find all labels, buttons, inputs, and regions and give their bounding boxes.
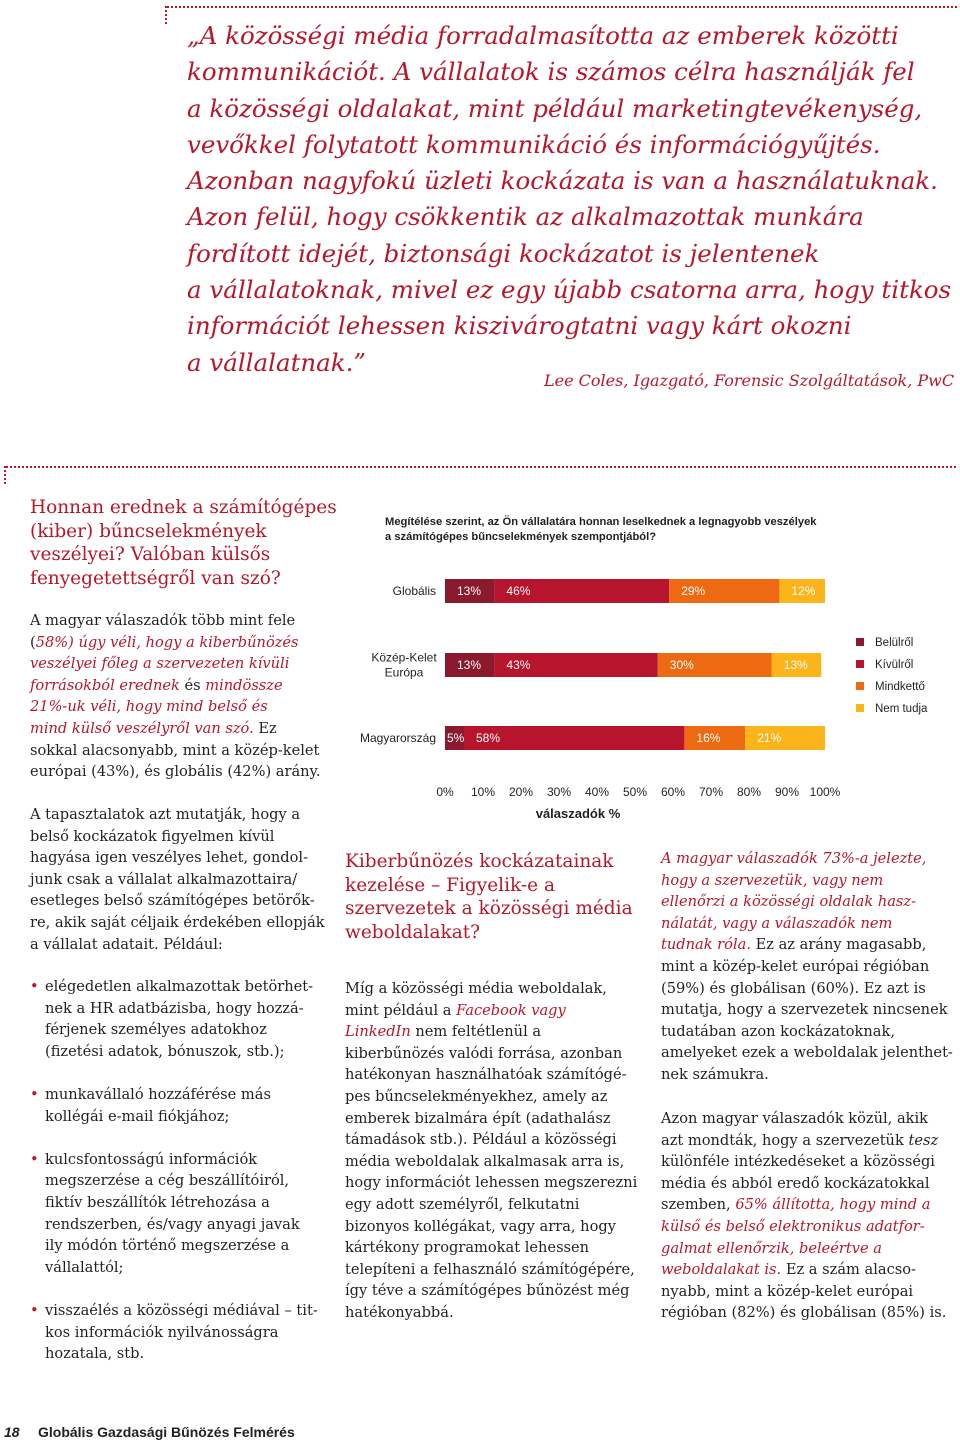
text-line: (59%) és globálisan (60%). Ez azt is [661,979,926,997]
highlight-text: mind külső veszélyről van szó. [30,719,254,737]
heading-line: szervezetek a közösségi média [345,898,633,919]
highlight-text: hogy a szervezetük, vagy nem [661,871,884,889]
data-label: 5% [447,731,465,745]
highlight-text: tudnak róla. [661,936,751,954]
text-line: a vállalat adatait. Például: [30,935,223,953]
text-line: A tapasztalatok azt mutatják, hogy a [30,806,301,823]
heading-line: fenyegetettségről van szó? [30,567,281,589]
x-tick-label: 20% [508,785,534,799]
text-line: tudatában azon kockázatoknak, [661,1022,895,1040]
pull-quote [187,18,952,381]
text-line: férjenek személyes adatokhoz [45,1021,267,1039]
text-fragment: Ez a szám alacso- [781,1261,916,1279]
text-line [345,1000,637,1022]
text-line: visszaélés a közösségi médiával – tit- [45,1301,318,1319]
text-line: támadások stb.). Például a közösségi [345,1131,617,1149]
text-line: Azon magyar válaszadók közül, akik [661,1110,929,1127]
text-line: európai (43%), és globális (42%) arány. [30,763,321,781]
data-label: 58% [476,731,501,745]
text-line [30,675,321,697]
text-line: kártékony programokat lehessen [345,1239,590,1257]
text-line: megszerzése a cég beszállítóiról, [45,1172,290,1190]
bullet-icon: • [30,1301,39,1319]
chart-title [385,515,817,544]
quote-line: információt lehessen kiszivárogtatni vagy kárt okozni [187,311,852,341]
text-line: munkavállaló hozzáférése más [45,1085,271,1103]
text-line: elégedetlen alkalmazottak betörhet- [45,978,314,995]
text-line: junk csak a vállalat alkalmazottaira/ [30,870,298,888]
left-paragraph-2 [30,804,325,955]
category-label: Közép-Kelet [371,650,437,665]
highlight-text: galmat ellenőrzik, beleértve a [661,1239,882,1257]
data-label: 13% [457,658,482,672]
text-line: (fizetési adatok, bónuszok, stb.); [45,1042,285,1060]
data-label: 16% [696,731,721,745]
legend-label: Belülről [875,637,914,649]
example-list [30,976,318,1386]
quote-line: Azonban nagyfokú üzleti kockázata is van a használatuknak. [187,166,938,196]
heading-line: weboldalakat? [345,921,481,943]
text-line: kos információk nyilvánosságra [45,1323,279,1341]
text-line: mutatja, hogy a szervezetek nincsenek [661,1001,948,1019]
text-line: média és abból eredő kockázatokkal [661,1174,930,1192]
list-item [30,976,318,1062]
category-label: Európa [384,665,424,680]
text-line: kulcsfontosságú információk [45,1150,258,1168]
legend-swatch [856,660,864,668]
data-label: 13% [457,584,482,598]
text-line: hagyása igen veszélyes lehet, gondol- [30,849,309,867]
legend-swatch [856,704,864,712]
text-line: A magyar válaszadók több mint fele [30,612,296,629]
text-line: egy adott személyről, felkutatni [345,1195,580,1213]
x-tick-label: 100% [809,785,841,799]
highlight-text: nálatát, vagy a válaszadók nem [661,914,893,932]
quote-line: fordított idejét, biztonsági kockázatot is jelentenek [187,238,820,268]
text-fragment: szemben, [661,1196,736,1214]
quote-line: a vállalatoknak, mivel ez egy újabb csatorna arra, hogy titkos [187,275,952,305]
text-line: pes bűncselekményekhez, amely az [345,1087,608,1105]
text-fragment: mint például a [345,1001,457,1019]
text-line: kiberbűnözés valódi forrása, azonban [345,1044,623,1062]
text-line: esetleges belső számítógépes betörők- [30,892,315,910]
text-line [661,934,953,956]
quote-line: a közösségi oldalakat, mint például marketingtevékenység, [187,93,923,123]
list-item [30,1084,318,1127]
legend-swatch [856,682,864,690]
text-fragment: azt mondták, hogy a szervezetük [661,1131,909,1149]
bullet-icon: • [30,1150,39,1168]
x-tick-label: 80% [736,785,762,799]
stacked-bar-chart [340,570,940,830]
text-fragment: és [179,676,206,694]
legend-label: Mindkettő [875,681,925,693]
text-line: régióban (82%) és globálisan (85%) is. [661,1304,947,1322]
text-line: hatékonyan használhatóak számítógé- [345,1066,627,1084]
highlight-text: forrásokból erednek [30,676,180,694]
highlight-text: külső és belső elektronikus adatfor- [661,1217,925,1235]
text-fragment: Ez [253,719,277,737]
middle-paragraph [345,978,637,1324]
data-label: 46% [506,584,531,598]
right-paragraph-2 [661,1108,946,1324]
text-line: emberek bizalmára épít (adathalász [345,1109,611,1127]
text-line: rendszerben, és/vagy anyagi javak [45,1215,300,1233]
x-axis-label: válaszadók % [535,806,621,821]
category-label: Globális [392,584,436,598]
text-line: hatékonyabbá. [345,1303,454,1321]
quote-attribution: Lee Coles, Igazgató, Forensic Szolgáltatások, PwC [544,371,955,390]
text-line [30,632,321,654]
text-line: így téve a számítógépes bűnözést még [345,1282,630,1300]
legend-label: Kívülről [875,659,914,671]
data-label: 43% [506,658,531,672]
text-line: nek számukra. [661,1065,769,1083]
dotted-divider-top [165,6,167,24]
text-line: belső kockázatok figyelmen kívül [30,827,275,845]
bullet-icon: • [30,978,39,995]
text-line [661,1194,946,1216]
x-tick-label: 10% [470,785,496,799]
dotted-divider-top-h [167,6,957,8]
text-line [661,1130,946,1152]
text-line: re, akik saját céljaik érdekében ellopják [30,913,325,931]
dotted-divider-section-h [6,466,956,468]
text-line: hozatala, stb. [45,1345,145,1363]
data-label: 30% [669,658,694,672]
heading-line: veszélyei? Valóban külsős [30,544,271,565]
x-tick-label: 60% [660,785,686,799]
highlight-text: veszélyei főleg a szervezeten kívüli [30,655,290,673]
highlight-text: 65% állította, hogy mind a [735,1196,931,1214]
section-heading-middle [345,850,633,944]
heading-line: Honnan erednek a számítógépes [30,497,337,518]
text-line: Míg a közösségi média weboldalak, [345,980,607,997]
text-line: bizonyos kollégákat, vagy arra, hogy [345,1217,616,1235]
data-label: 12% [791,584,816,598]
x-tick-label: 30% [546,785,572,799]
data-label: 13% [783,658,808,672]
data-label: 29% [681,584,706,598]
text-line: hogy információt lehessen megszerezni [345,1174,638,1192]
text-line [661,1259,946,1281]
x-tick-label: 70% [698,785,724,799]
x-tick-label: 50% [622,785,648,799]
heading-line: Kiberbűnözés kockázatainak [345,851,614,872]
text-line: sokkal alacsonyabb, mint a közép-kelet [30,741,320,759]
quote-line: Azon felül, hogy csökkentik az alkalmazottak munkára [187,202,864,232]
chart-title-line: a számítógépes bűncselekmények szempontjából? [385,530,657,543]
legend-swatch [856,638,864,646]
list-item [30,1149,318,1279]
text-line: különféle intézkedéseket a közösségi [661,1153,935,1171]
italic-text: tesz [908,1131,939,1149]
text-fragment: ( [30,633,36,651]
text-line [345,1021,637,1043]
list-item [30,1300,318,1365]
text-line [30,718,321,740]
text-line: nek a HR adatbázisba, hogy hozzá- [45,999,304,1017]
text-line: fiktív beszállítók létrehozása a [45,1193,270,1211]
highlight-text: 21%-uk véli, hogy mind belső és [30,698,268,716]
data-label: 21% [757,731,782,745]
quote-line: a vállalatnak.” [187,347,366,377]
text-line: média weboldalak alkalmasak arra is, [345,1152,625,1170]
highlight-text: mindössze [205,676,283,694]
highlight-text: ellenőrzi a közösségi oldalak hasz- [661,893,917,911]
quote-line: vevőkkel folytatott kommunikáció és információgyűjtés. [187,129,881,159]
text-line: mint a közép-kelet európai régióban [661,957,930,975]
heading-line: kezelése – Figyelik-e a [345,874,555,896]
text-fragment: nem feltétlenül a [410,1023,542,1041]
text-line: vállalattól; [45,1258,124,1276]
chart-title-line: Megítélése szerint, az Ön vállalatára honnan leselkednek a legnagyobb veszélyek [385,516,817,528]
section-heading-left [30,496,337,590]
highlight-text: Facebook vagy [456,1001,566,1019]
right-paragraph-1 [661,848,953,1086]
dotted-divider-section [4,466,6,484]
text-line: kollégái e-mail fiókjához; [45,1107,230,1125]
x-tick-label: 90% [774,785,800,799]
legend-label: Nem tudja [875,703,928,715]
page-number: 18 [4,1424,20,1440]
text-fragment: Ez az arány magasabb, [750,936,927,954]
x-tick-label: 40% [584,785,610,799]
bullet-icon: • [30,1085,39,1103]
text-line: ily módón történő megszerzése a [45,1237,290,1255]
highlight-text: 58%) úgy véli, hogy a kiberbűnözés [35,633,299,651]
highlight-text: A magyar válaszadók 73%-a jelezte, [661,850,927,867]
highlight-text: weboldalakat is. [661,1261,782,1279]
footer-title: Globális Gazdasági Bűnözés Felmérés [38,1424,295,1440]
x-tick-label: 0% [436,785,454,799]
quote-line: kommunikációt. A vállalatok is számos célra használják fel [187,57,915,87]
text-line: nyabb, mint a közép-kelet európai [661,1282,914,1300]
quote-line: „A közösségi média forradalmasította az emberek közötti [187,21,899,50]
left-paragraph-1 [30,610,321,783]
category-label: Magyarország [359,731,436,745]
heading-line: (kiber) bűncselekmények [30,520,267,542]
text-line: telepíteni a felhasználó számítógépére, [345,1260,635,1278]
text-line: amelyeket ezek a weboldalak jelenthet- [661,1044,953,1062]
highlight-text: LinkedIn [345,1023,411,1041]
